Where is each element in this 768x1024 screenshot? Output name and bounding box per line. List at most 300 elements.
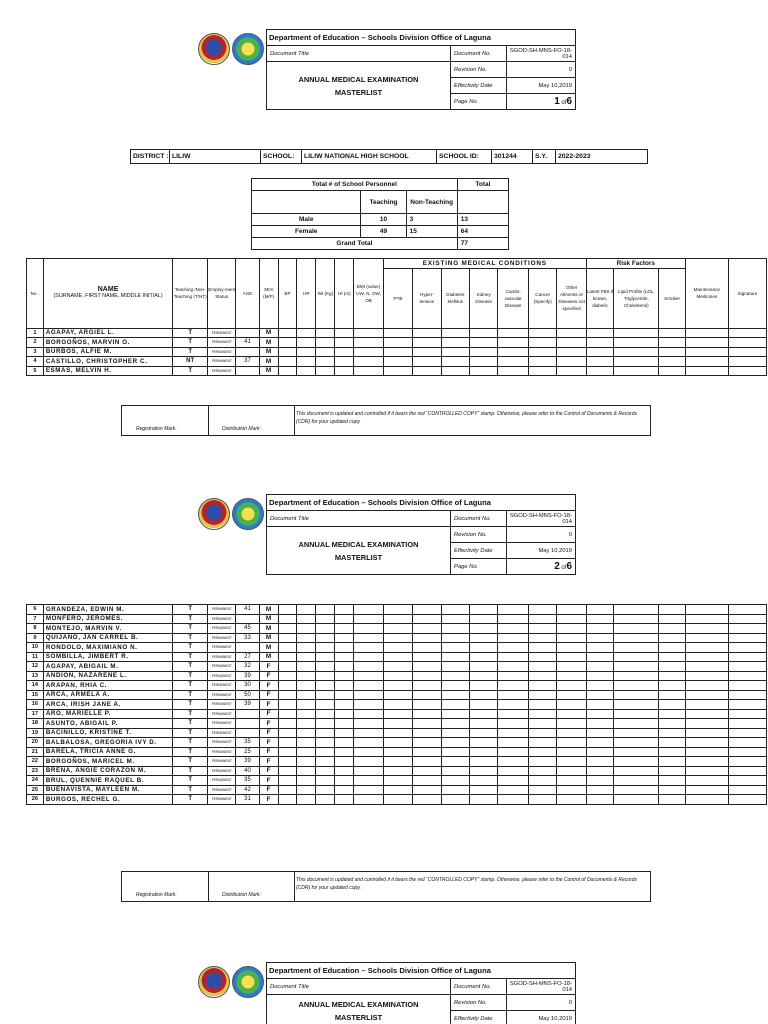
row-empty-cell[interactable] (685, 347, 728, 357)
row-empty-cell[interactable] (659, 624, 685, 634)
row-empty-cell[interactable] (383, 643, 412, 653)
row-empty-cell[interactable] (297, 785, 316, 795)
row-empty-cell[interactable] (557, 624, 586, 634)
row-empty-cell[interactable] (586, 709, 613, 719)
row-empty-cell[interactable] (335, 776, 354, 786)
row-empty-cell[interactable] (614, 757, 659, 767)
row-empty-cell[interactable] (278, 643, 297, 653)
row-empty-cell[interactable] (335, 719, 354, 729)
row-empty-cell[interactable] (470, 614, 498, 624)
row-empty-cell[interactable] (316, 366, 335, 376)
row-empty-cell[interactable] (685, 728, 728, 738)
row-empty-cell[interactable] (528, 681, 556, 691)
row-empty-cell[interactable] (614, 700, 659, 710)
row-empty-cell[interactable] (354, 662, 383, 672)
row-empty-cell[interactable] (557, 671, 586, 681)
row-empty-cell[interactable] (557, 328, 586, 338)
row-empty-cell[interactable] (728, 719, 766, 729)
row-empty-cell[interactable] (335, 757, 354, 767)
row-empty-cell[interactable] (441, 347, 469, 357)
row-empty-cell[interactable] (614, 605, 659, 615)
row-empty-cell[interactable] (728, 357, 766, 367)
row-empty-cell[interactable] (297, 671, 316, 681)
row-empty-cell[interactable] (278, 328, 297, 338)
row-empty-cell[interactable] (316, 624, 335, 634)
row-empty-cell[interactable] (586, 605, 613, 615)
row-empty-cell[interactable] (557, 643, 586, 653)
row-empty-cell[interactable] (470, 719, 498, 729)
row-empty-cell[interactable] (297, 614, 316, 624)
row-empty-cell[interactable] (470, 633, 498, 643)
row-empty-cell[interactable] (297, 328, 316, 338)
row-empty-cell[interactable] (614, 328, 659, 338)
row-empty-cell[interactable] (383, 757, 412, 767)
row-empty-cell[interactable] (728, 738, 766, 748)
row-empty-cell[interactable] (383, 681, 412, 691)
row-empty-cell[interactable] (278, 709, 297, 719)
row-empty-cell[interactable] (659, 719, 685, 729)
row-empty-cell[interactable] (383, 747, 412, 757)
row-empty-cell[interactable] (441, 357, 469, 367)
row-empty-cell[interactable] (557, 347, 586, 357)
row-empty-cell[interactable] (685, 652, 728, 662)
row-empty-cell[interactable] (335, 605, 354, 615)
row-empty-cell[interactable] (297, 766, 316, 776)
row-empty-cell[interactable] (383, 738, 412, 748)
row-empty-cell[interactable] (383, 719, 412, 729)
row-empty-cell[interactable] (441, 766, 469, 776)
row-empty-cell[interactable] (354, 747, 383, 757)
row-empty-cell[interactable] (413, 624, 441, 634)
row-empty-cell[interactable] (413, 747, 441, 757)
row-empty-cell[interactable] (685, 328, 728, 338)
row-empty-cell[interactable] (586, 719, 613, 729)
row-empty-cell[interactable] (685, 757, 728, 767)
row-empty-cell[interactable] (728, 347, 766, 357)
row-empty-cell[interactable] (586, 662, 613, 672)
row-empty-cell[interactable] (316, 795, 335, 805)
row-empty-cell[interactable] (354, 338, 383, 348)
row-empty-cell[interactable] (441, 776, 469, 786)
row-empty-cell[interactable] (335, 747, 354, 757)
row-empty-cell[interactable] (278, 690, 297, 700)
row-empty-cell[interactable] (335, 338, 354, 348)
row-empty-cell[interactable] (413, 643, 441, 653)
row-empty-cell[interactable] (557, 366, 586, 376)
row-empty-cell[interactable] (528, 757, 556, 767)
row-empty-cell[interactable] (659, 633, 685, 643)
row-empty-cell[interactable] (614, 719, 659, 729)
row-empty-cell[interactable] (728, 605, 766, 615)
row-empty-cell[interactable] (614, 766, 659, 776)
row-empty-cell[interactable] (297, 747, 316, 757)
row-empty-cell[interactable] (728, 624, 766, 634)
row-empty-cell[interactable] (586, 728, 613, 738)
row-empty-cell[interactable] (586, 795, 613, 805)
row-empty-cell[interactable] (383, 690, 412, 700)
row-empty-cell[interactable] (586, 757, 613, 767)
row-empty-cell[interactable] (728, 700, 766, 710)
row-empty-cell[interactable] (297, 690, 316, 700)
row-empty-cell[interactable] (659, 700, 685, 710)
row-empty-cell[interactable] (728, 709, 766, 719)
row-empty-cell[interactable] (316, 652, 335, 662)
row-empty-cell[interactable] (659, 757, 685, 767)
row-empty-cell[interactable] (413, 776, 441, 786)
row-empty-cell[interactable] (528, 728, 556, 738)
row-empty-cell[interactable] (316, 681, 335, 691)
row-empty-cell[interactable] (297, 633, 316, 643)
row-empty-cell[interactable] (685, 671, 728, 681)
row-empty-cell[interactable] (335, 728, 354, 738)
row-empty-cell[interactable] (441, 614, 469, 624)
row-empty-cell[interactable] (586, 328, 613, 338)
row-empty-cell[interactable] (614, 681, 659, 691)
row-empty-cell[interactable] (278, 719, 297, 729)
row-empty-cell[interactable] (413, 709, 441, 719)
row-empty-cell[interactable] (498, 681, 529, 691)
row-empty-cell[interactable] (354, 614, 383, 624)
row-empty-cell[interactable] (586, 338, 613, 348)
row-empty-cell[interactable] (383, 338, 412, 348)
row-empty-cell[interactable] (470, 738, 498, 748)
row-empty-cell[interactable] (498, 700, 529, 710)
row-empty-cell[interactable] (278, 614, 297, 624)
row-empty-cell[interactable] (586, 643, 613, 653)
row-empty-cell[interactable] (728, 785, 766, 795)
row-empty-cell[interactable] (685, 700, 728, 710)
row-empty-cell[interactable] (528, 709, 556, 719)
row-empty-cell[interactable] (278, 662, 297, 672)
row-empty-cell[interactable] (659, 357, 685, 367)
row-empty-cell[interactable] (685, 747, 728, 757)
row-empty-cell[interactable] (316, 766, 335, 776)
row-empty-cell[interactable] (557, 681, 586, 691)
row-empty-cell[interactable] (278, 652, 297, 662)
row-empty-cell[interactable] (528, 766, 556, 776)
row-empty-cell[interactable] (316, 700, 335, 710)
row-empty-cell[interactable] (383, 671, 412, 681)
row-empty-cell[interactable] (278, 338, 297, 348)
row-empty-cell[interactable] (498, 738, 529, 748)
row-empty-cell[interactable] (278, 633, 297, 643)
row-empty-cell[interactable] (441, 719, 469, 729)
row-empty-cell[interactable] (685, 643, 728, 653)
row-empty-cell[interactable] (586, 747, 613, 757)
row-empty-cell[interactable] (498, 690, 529, 700)
row-empty-cell[interactable] (470, 347, 498, 357)
row-empty-cell[interactable] (528, 624, 556, 634)
row-empty-cell[interactable] (278, 624, 297, 634)
row-empty-cell[interactable] (316, 643, 335, 653)
row-empty-cell[interactable] (413, 690, 441, 700)
row-empty-cell[interactable] (728, 366, 766, 376)
row-empty-cell[interactable] (383, 624, 412, 634)
row-empty-cell[interactable] (586, 624, 613, 634)
row-empty-cell[interactable] (470, 338, 498, 348)
row-empty-cell[interactable] (470, 624, 498, 634)
row-empty-cell[interactable] (354, 785, 383, 795)
row-empty-cell[interactable] (470, 662, 498, 672)
row-empty-cell[interactable] (297, 338, 316, 348)
row-empty-cell[interactable] (297, 624, 316, 634)
row-empty-cell[interactable] (557, 605, 586, 615)
row-empty-cell[interactable] (335, 795, 354, 805)
row-empty-cell[interactable] (316, 614, 335, 624)
row-empty-cell[interactable] (441, 328, 469, 338)
row-empty-cell[interactable] (728, 643, 766, 653)
row-empty-cell[interactable] (470, 766, 498, 776)
row-empty-cell[interactable] (383, 328, 412, 338)
row-empty-cell[interactable] (470, 690, 498, 700)
row-empty-cell[interactable] (297, 652, 316, 662)
row-empty-cell[interactable] (659, 785, 685, 795)
row-empty-cell[interactable] (441, 633, 469, 643)
row-empty-cell[interactable] (528, 328, 556, 338)
row-empty-cell[interactable] (659, 338, 685, 348)
row-empty-cell[interactable] (441, 624, 469, 634)
row-empty-cell[interactable] (297, 366, 316, 376)
row-empty-cell[interactable] (586, 766, 613, 776)
row-empty-cell[interactable] (413, 728, 441, 738)
row-empty-cell[interactable] (354, 643, 383, 653)
row-empty-cell[interactable] (659, 728, 685, 738)
row-empty-cell[interactable] (441, 757, 469, 767)
row-empty-cell[interactable] (413, 633, 441, 643)
row-empty-cell[interactable] (614, 662, 659, 672)
row-empty-cell[interactable] (335, 662, 354, 672)
row-empty-cell[interactable] (659, 709, 685, 719)
row-empty-cell[interactable] (354, 624, 383, 634)
row-empty-cell[interactable] (441, 671, 469, 681)
row-empty-cell[interactable] (586, 633, 613, 643)
row-empty-cell[interactable] (685, 662, 728, 672)
row-empty-cell[interactable] (278, 347, 297, 357)
row-empty-cell[interactable] (413, 719, 441, 729)
row-empty-cell[interactable] (278, 605, 297, 615)
row-empty-cell[interactable] (470, 700, 498, 710)
row-empty-cell[interactable] (614, 690, 659, 700)
row-empty-cell[interactable] (498, 719, 529, 729)
row-empty-cell[interactable] (498, 776, 529, 786)
row-empty-cell[interactable] (528, 614, 556, 624)
row-empty-cell[interactable] (586, 347, 613, 357)
row-empty-cell[interactable] (659, 766, 685, 776)
row-empty-cell[interactable] (685, 795, 728, 805)
row-empty-cell[interactable] (614, 738, 659, 748)
row-empty-cell[interactable] (528, 357, 556, 367)
row-empty-cell[interactable] (316, 357, 335, 367)
row-empty-cell[interactable] (278, 776, 297, 786)
row-empty-cell[interactable] (316, 328, 335, 338)
row-empty-cell[interactable] (297, 700, 316, 710)
row-empty-cell[interactable] (335, 633, 354, 643)
row-empty-cell[interactable] (441, 690, 469, 700)
row-empty-cell[interactable] (470, 652, 498, 662)
row-empty-cell[interactable] (614, 652, 659, 662)
row-empty-cell[interactable] (354, 605, 383, 615)
row-empty-cell[interactable] (383, 652, 412, 662)
row-empty-cell[interactable] (586, 690, 613, 700)
row-empty-cell[interactable] (470, 605, 498, 615)
row-empty-cell[interactable] (498, 605, 529, 615)
row-empty-cell[interactable] (614, 366, 659, 376)
row-empty-cell[interactable] (685, 357, 728, 367)
row-empty-cell[interactable] (316, 671, 335, 681)
row-empty-cell[interactable] (557, 738, 586, 748)
row-empty-cell[interactable] (316, 728, 335, 738)
row-empty-cell[interactable] (278, 747, 297, 757)
row-empty-cell[interactable] (441, 652, 469, 662)
row-empty-cell[interactable] (528, 643, 556, 653)
row-empty-cell[interactable] (614, 614, 659, 624)
row-empty-cell[interactable] (557, 709, 586, 719)
row-empty-cell[interactable] (383, 776, 412, 786)
row-empty-cell[interactable] (659, 671, 685, 681)
row-empty-cell[interactable] (614, 338, 659, 348)
row-empty-cell[interactable] (586, 738, 613, 748)
row-empty-cell[interactable] (498, 728, 529, 738)
row-empty-cell[interactable] (659, 738, 685, 748)
row-empty-cell[interactable] (413, 652, 441, 662)
row-empty-cell[interactable] (297, 719, 316, 729)
row-empty-cell[interactable] (659, 347, 685, 357)
row-empty-cell[interactable] (659, 690, 685, 700)
row-empty-cell[interactable] (335, 357, 354, 367)
row-empty-cell[interactable] (498, 633, 529, 643)
row-empty-cell[interactable] (557, 357, 586, 367)
row-empty-cell[interactable] (728, 662, 766, 672)
row-empty-cell[interactable] (614, 347, 659, 357)
row-empty-cell[interactable] (316, 757, 335, 767)
row-empty-cell[interactable] (614, 776, 659, 786)
row-empty-cell[interactable] (528, 338, 556, 348)
row-empty-cell[interactable] (614, 671, 659, 681)
row-empty-cell[interactable] (659, 605, 685, 615)
row-empty-cell[interactable] (728, 328, 766, 338)
row-empty-cell[interactable] (316, 662, 335, 672)
row-empty-cell[interactable] (335, 328, 354, 338)
row-empty-cell[interactable] (498, 709, 529, 719)
row-empty-cell[interactable] (383, 605, 412, 615)
row-empty-cell[interactable] (297, 643, 316, 653)
row-empty-cell[interactable] (659, 747, 685, 757)
row-empty-cell[interactable] (557, 652, 586, 662)
row-empty-cell[interactable] (354, 681, 383, 691)
row-empty-cell[interactable] (498, 366, 529, 376)
row-empty-cell[interactable] (614, 728, 659, 738)
row-empty-cell[interactable] (528, 738, 556, 748)
row-empty-cell[interactable] (659, 328, 685, 338)
row-empty-cell[interactable] (383, 785, 412, 795)
row-empty-cell[interactable] (728, 728, 766, 738)
row-empty-cell[interactable] (528, 347, 556, 357)
row-empty-cell[interactable] (685, 690, 728, 700)
row-empty-cell[interactable] (586, 681, 613, 691)
row-empty-cell[interactable] (470, 728, 498, 738)
row-empty-cell[interactable] (659, 776, 685, 786)
row-empty-cell[interactable] (659, 795, 685, 805)
row-empty-cell[interactable] (316, 709, 335, 719)
row-empty-cell[interactable] (528, 662, 556, 672)
row-empty-cell[interactable] (728, 690, 766, 700)
row-empty-cell[interactable] (528, 366, 556, 376)
row-empty-cell[interactable] (586, 366, 613, 376)
row-empty-cell[interactable] (441, 795, 469, 805)
row-empty-cell[interactable] (335, 738, 354, 748)
row-empty-cell[interactable] (413, 347, 441, 357)
row-empty-cell[interactable] (441, 785, 469, 795)
row-empty-cell[interactable] (441, 338, 469, 348)
row-empty-cell[interactable] (528, 690, 556, 700)
row-empty-cell[interactable] (441, 681, 469, 691)
row-empty-cell[interactable] (297, 681, 316, 691)
row-empty-cell[interactable] (498, 747, 529, 757)
row-empty-cell[interactable] (278, 785, 297, 795)
row-empty-cell[interactable] (278, 700, 297, 710)
row-empty-cell[interactable] (528, 633, 556, 643)
row-empty-cell[interactable] (685, 624, 728, 634)
row-empty-cell[interactable] (413, 681, 441, 691)
row-empty-cell[interactable] (383, 728, 412, 738)
row-empty-cell[interactable] (278, 766, 297, 776)
row-empty-cell[interactable] (316, 776, 335, 786)
row-empty-cell[interactable] (354, 690, 383, 700)
row-empty-cell[interactable] (383, 709, 412, 719)
row-empty-cell[interactable] (278, 728, 297, 738)
row-empty-cell[interactable] (614, 785, 659, 795)
row-empty-cell[interactable] (278, 738, 297, 748)
row-empty-cell[interactable] (335, 785, 354, 795)
row-empty-cell[interactable] (335, 766, 354, 776)
row-empty-cell[interactable] (383, 357, 412, 367)
row-empty-cell[interactable] (557, 690, 586, 700)
row-empty-cell[interactable] (413, 366, 441, 376)
row-empty-cell[interactable] (557, 747, 586, 757)
row-empty-cell[interactable] (354, 347, 383, 357)
row-empty-cell[interactable] (659, 652, 685, 662)
row-empty-cell[interactable] (728, 652, 766, 662)
row-empty-cell[interactable] (614, 795, 659, 805)
row-empty-cell[interactable] (728, 776, 766, 786)
row-empty-cell[interactable] (354, 776, 383, 786)
row-empty-cell[interactable] (498, 757, 529, 767)
row-empty-cell[interactable] (728, 671, 766, 681)
row-empty-cell[interactable] (335, 366, 354, 376)
row-empty-cell[interactable] (498, 624, 529, 634)
row-empty-cell[interactable] (659, 366, 685, 376)
row-empty-cell[interactable] (614, 747, 659, 757)
row-empty-cell[interactable] (297, 728, 316, 738)
row-empty-cell[interactable] (498, 338, 529, 348)
row-empty-cell[interactable] (728, 633, 766, 643)
row-empty-cell[interactable] (413, 662, 441, 672)
row-empty-cell[interactable] (528, 795, 556, 805)
row-empty-cell[interactable] (335, 690, 354, 700)
row-empty-cell[interactable] (728, 757, 766, 767)
row-empty-cell[interactable] (316, 719, 335, 729)
row-empty-cell[interactable] (278, 366, 297, 376)
row-empty-cell[interactable] (557, 776, 586, 786)
row-empty-cell[interactable] (557, 633, 586, 643)
row-empty-cell[interactable] (413, 795, 441, 805)
row-empty-cell[interactable] (354, 728, 383, 738)
row-empty-cell[interactable] (685, 605, 728, 615)
row-empty-cell[interactable] (470, 795, 498, 805)
row-empty-cell[interactable] (659, 681, 685, 691)
row-empty-cell[interactable] (470, 357, 498, 367)
row-empty-cell[interactable] (354, 357, 383, 367)
